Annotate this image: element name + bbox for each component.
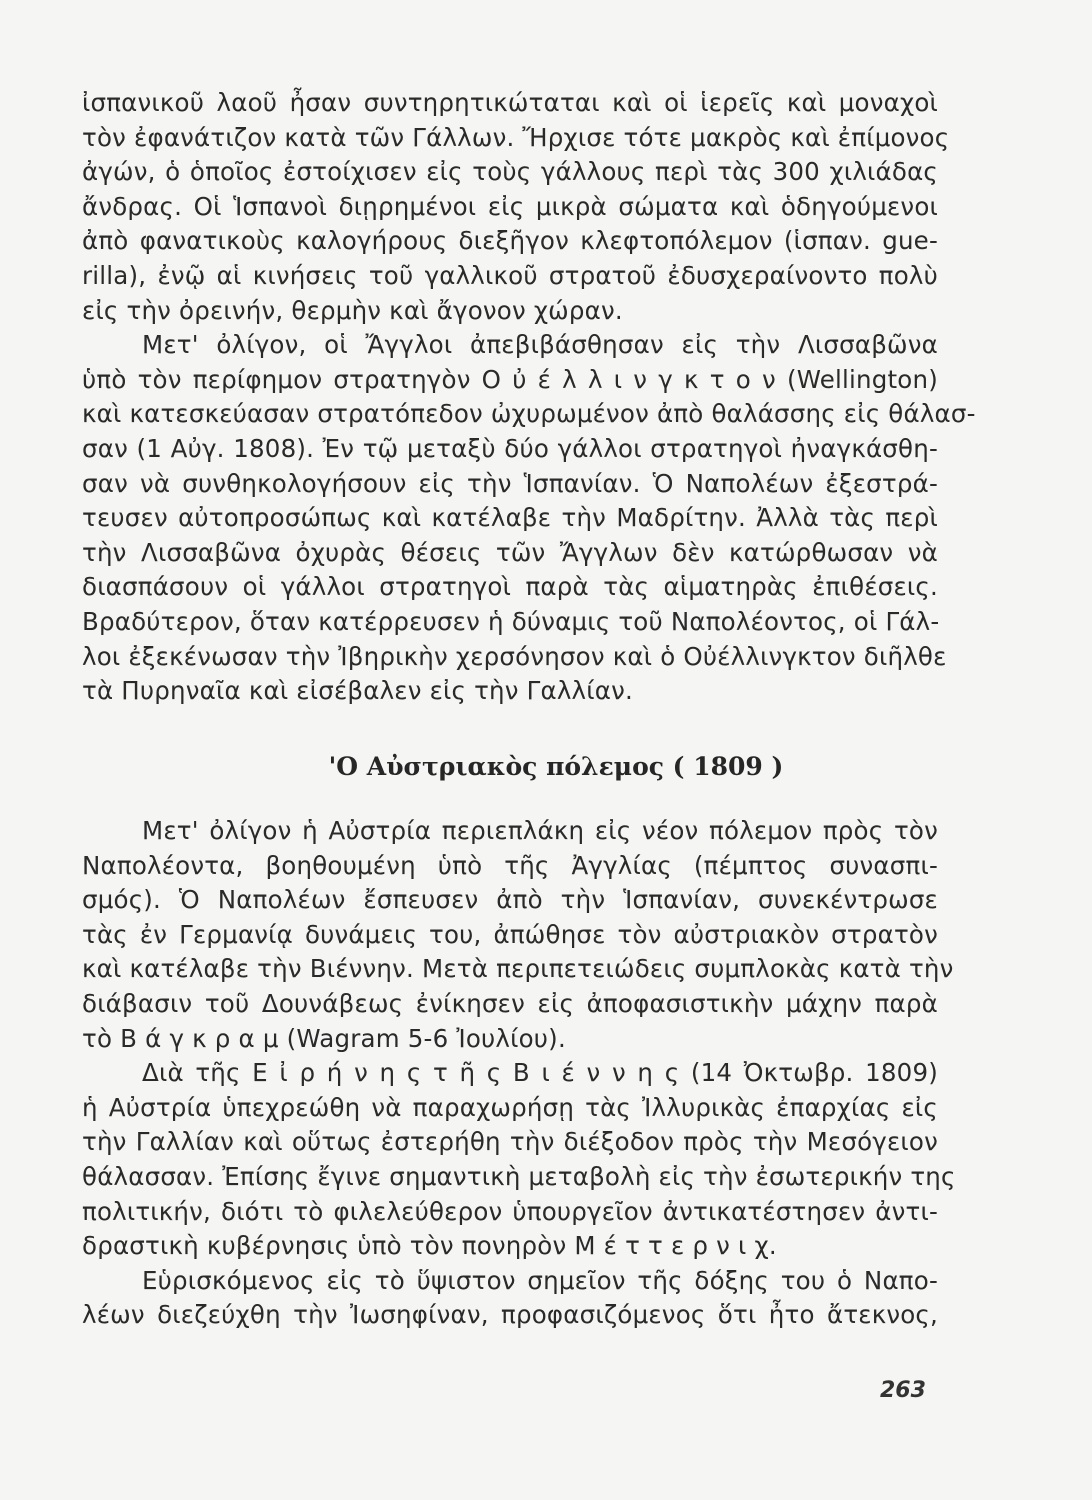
- text-line: rilla), ἐνῷ αἱ κινήσεις τοῦ γαλλικοῦ στρατοῦ ἐδυσχεραίνοντο πολὺ: [82, 260, 938, 290]
- text-line: τὴν Λισσαβῶνα ὀχυρὰς θέσεις τῶν Ἄγγλων δὲν κατώρθωσαν νὰ: [82, 537, 938, 567]
- text-line: τευσεν αὐτοπροσώπως καὶ κατέλαβε τὴν Μαδρίτην. Ἀλλὰ τὰς περὶ: [82, 503, 938, 533]
- text-line: Ναπολέοντα, βοηθουμένη ὑπὸ τῆς Ἀγγλίας (πέμπτος συνασπι-: [82, 850, 938, 880]
- page-number: 263: [880, 1378, 926, 1403]
- text-line: ἡ Αὐστρία ὑπεχρεώθη νὰ παραχωρήσῃ τὰς Ἰλλυρικὰς ἐπαρχίας εἰς: [82, 1092, 938, 1122]
- text-line: τὰς ἐν Γερμανίᾳ δυνάμεις του, ἀπώθησε τὸν αὐστριακὸν στρατὸν: [82, 919, 938, 949]
- text-section-austrian-war: [82, 814, 956, 1333]
- text-line: θάλασσαν. Ἐπίσης ἔγινε σημαντικὴ μεταβολὴ εἰς τὴν ἐσωτερικήν της: [82, 1161, 956, 1191]
- text-section-spanish-war: [82, 86, 976, 709]
- text-line: ἀγών, ὁ ὁποῖος ἐστοίχισεν εἰς τοὺς γάλλους περὶ τὰς 300 χιλιάδας: [82, 157, 938, 187]
- text-line: διασπάσουν οἱ γάλλοι στρατηγοὶ παρὰ τὰς αἱματηρὰς ἐπιθέσεις.: [82, 572, 938, 602]
- text-line: ἰσπανικοῦ λαοῦ ἦσαν συντηρητικώταται καὶ οἱ ἱερεῖς καὶ μοναχοὶ: [82, 88, 938, 117]
- text-line: σμός). Ὁ Ναπολέων ἔσπευσεν ἀπὸ τὴν Ἱσπανίαν, συνεκέντρωσε: [82, 885, 938, 915]
- text-line: σαν (1 Αὐγ. 1808). Ἐν τῷ μεταξὺ δύο γάλλοι στρατηγοὶ ἠναγκάσθη-: [82, 433, 938, 463]
- text-line: εἰς τὴν ὀρεινήν, θερμὴν καὶ ἄγονον χώραν.: [82, 295, 623, 325]
- section-heading: 'Ο Αὐστριακὸς πόλεμος ( 1809 ): [328, 752, 784, 781]
- text-line: πολιτικήν, διότι τὸ φιλελεύθερον ὑπουργεῖον ἀντικατέστησεν ἀντι-: [82, 1196, 938, 1226]
- text-line: Μετ' ὀλίγον, οἱ Ἄγγλοι ἀπεβιβάσθησαν εἰς τὴν Λισσαβῶνα: [142, 330, 938, 360]
- text-line: καὶ κατέλαβε τὴν Βιέννην. Μετὰ περιπετειώδεις συμπλοκὰς κατὰ τὴν: [82, 954, 954, 984]
- text-line: ἀπὸ φανατικοὺς καλογήρους διεξῆγον κλεφτοπόλεμον (ἱσπαν. gue-: [82, 226, 938, 256]
- text-line: ὑπὸ τὸν περίφημον στρατηγὸν Ο ὐ έ λ λ ι ν γ κ τ ο ν (Wellington): [82, 364, 938, 394]
- text-line: δραστικὴ κυβέρνησις ὑπὸ τὸν πονηρὸν Μ έ τ τ ε ρ ν ι χ.: [82, 1231, 777, 1261]
- text-line: σαν νὰ συνθηκολογήσουν εἰς τὴν Ἱσπανίαν. Ὁ Ναπολέων ἐξεστρά-: [82, 468, 938, 498]
- text-line: τὸ Β ά γ κ ρ α μ (Wagram 5-6 Ἰουλίου).: [82, 1023, 566, 1053]
- text-line: Βραδύτερον, ὅταν κατέρρευσεν ἡ δύναμις τοῦ Ναπολέοντος, οἱ Γάλ-: [82, 606, 940, 636]
- text-line: καὶ κατεσκεύασαν στρατόπεδον ὠχυρωμένον ἀπὸ θαλάσσης εἰς θάλασ-: [82, 399, 976, 429]
- text-line: τὰ Πυρηναῖα καὶ εἰσέβαλεν εἰς τὴν Γαλλίαν.: [82, 676, 633, 706]
- text-line: Εὑρισκόμενος εἰς τὸ ὕψιστον σημεῖον τῆς δόξης του ὁ Ναπο-: [142, 1265, 938, 1295]
- text-line: ἄνδρας. Οἱ Ἱσπανοὶ διῃρημένοι εἰς μικρὰ σώματα καὶ ὁδηγούμενοι: [82, 191, 938, 221]
- text-line: Διὰ τῆς Ε ἰ ρ ή ν η ς τ ῆ ς Β ι έ ν ν η ς (14 Ὀκτωβρ. 1809): [142, 1058, 938, 1088]
- text-line: τὸν ἐφανάτιζον κατὰ τῶν Γάλλων. Ἤρχισε τότε μακρὸς καὶ ἐπίμονος: [82, 122, 950, 152]
- text-line: λοι ἐξεκένωσαν τὴν Ἰβηρικὴν χερσόνησον καὶ ὁ Οὐέλλινγκτον διῆλθε: [82, 641, 947, 671]
- text-line: Μετ' ὀλίγον ἡ Αὐστρία περιεπλάκη εἰς νέον πόλεμον πρὸς τὸν: [142, 816, 938, 845]
- text-line: διάβασιν τοῦ Δουνάβεως ἐνίκησεν εἰς ἀποφασιστικὴν μάχην παρὰ: [82, 988, 938, 1018]
- text-line: λέων διεζεύχθη τὴν Ἰωσηφίναν, προφασιζόμενος ὅτι ἦτο ἄτεκνος,: [82, 1300, 938, 1330]
- text-line: τὴν Γαλλίαν καὶ οὕτως ἐστερήθη τὴν διέξοδον πρὸς τὴν Μεσόγειον: [82, 1127, 938, 1157]
